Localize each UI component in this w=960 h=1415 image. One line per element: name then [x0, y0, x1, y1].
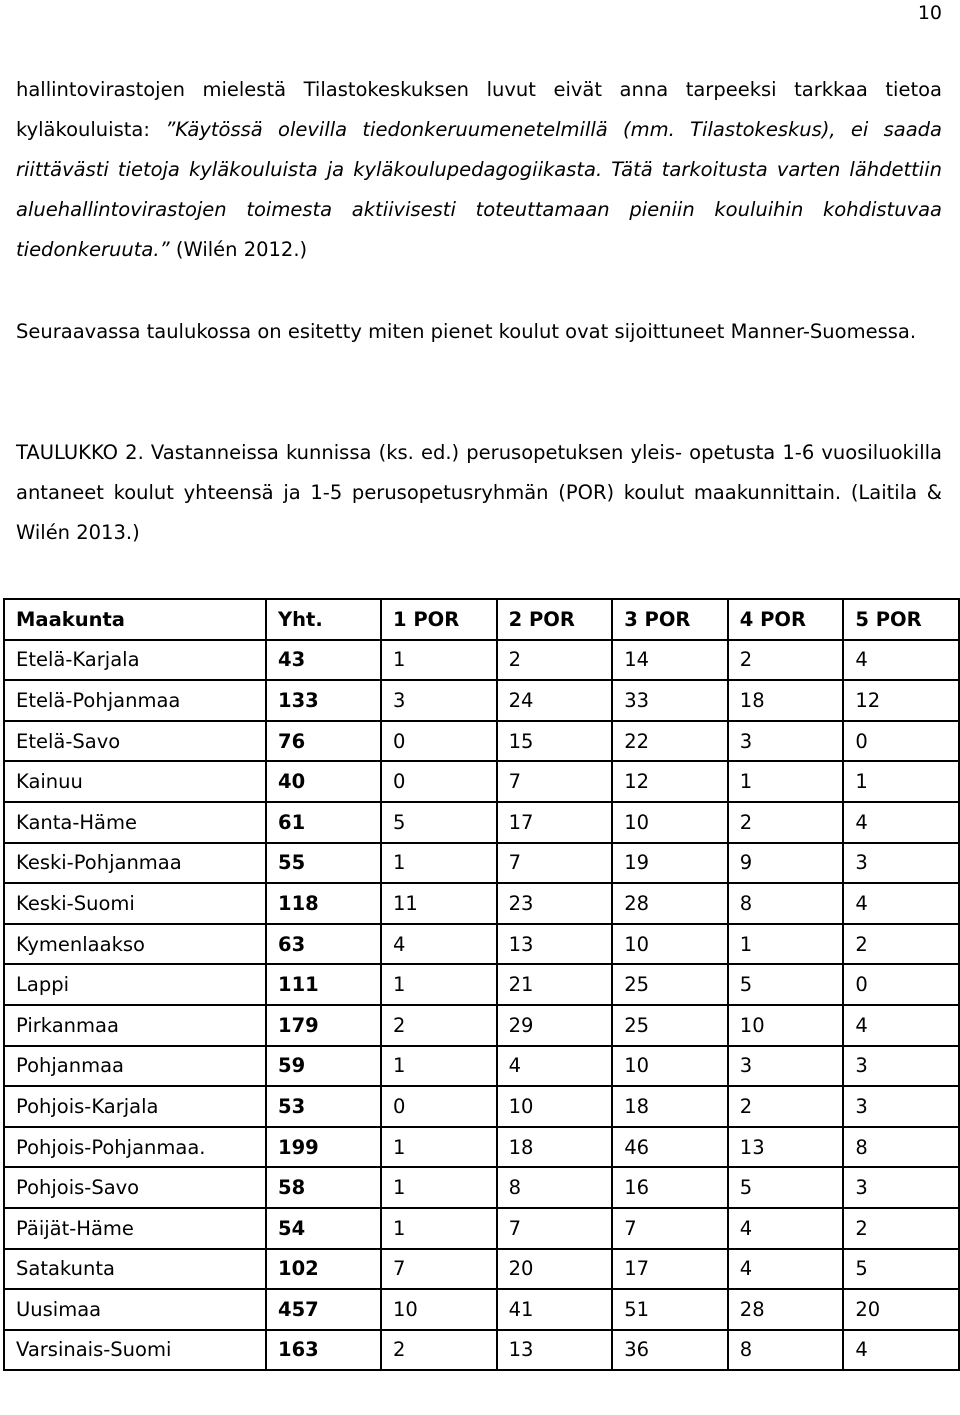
table-row: [4, 1046, 959, 1087]
table-header-row: [4, 599, 959, 640]
cell-total: 199: [266, 1127, 381, 1168]
cell-4-por: 2: [728, 640, 844, 681]
cell-2-por: 18: [497, 1127, 613, 1168]
cell-4-por: 5: [728, 1167, 844, 1208]
cell-3-por: 19: [612, 843, 728, 884]
cell-2-por: 13: [497, 1330, 613, 1371]
cell-region: Kanta-Häme: [4, 802, 266, 843]
header-2-por: 2 POR: [497, 599, 613, 640]
cell-4-por: 4: [728, 1249, 844, 1290]
cell-region: Etelä-Pohjanmaa: [4, 680, 266, 721]
cell-1-por: 1: [381, 1167, 497, 1208]
cell-total: 63: [266, 924, 381, 965]
cell-5-por: 4: [843, 1330, 959, 1371]
cell-2-por: 15: [497, 721, 613, 762]
cell-1-por: 1: [381, 843, 497, 884]
cell-4-por: 13: [728, 1127, 844, 1168]
cell-total: 40: [266, 761, 381, 802]
cell-total: 457: [266, 1289, 381, 1330]
cell-5-por: 3: [843, 1086, 959, 1127]
cell-5-por: 4: [843, 883, 959, 924]
table-row: [4, 802, 959, 843]
cell-5-por: 3: [843, 843, 959, 884]
header-5-por: 5 POR: [843, 599, 959, 640]
header-region: Maakunta: [4, 599, 266, 640]
cell-4-por: 1: [728, 924, 844, 965]
cell-3-por: 33: [612, 680, 728, 721]
cell-2-por: 17: [497, 802, 613, 843]
cell-5-por: 0: [843, 721, 959, 762]
cell-2-por: 13: [497, 924, 613, 965]
cell-region: Uusimaa: [4, 1289, 266, 1330]
cell-3-por: 25: [612, 1005, 728, 1046]
cell-5-por: 0: [843, 964, 959, 1005]
table-row: [4, 1249, 959, 1290]
table-row: [4, 640, 959, 681]
cell-region: Etelä-Savo: [4, 721, 266, 762]
intro-paragraph: [16, 70, 942, 270]
cell-region: Kainuu: [4, 761, 266, 802]
cell-1-por: 4: [381, 924, 497, 965]
cell-total: 54: [266, 1208, 381, 1249]
cell-1-por: 1: [381, 640, 497, 681]
table-body: [4, 640, 959, 1371]
cell-1-por: 10: [381, 1289, 497, 1330]
cell-2-por: 7: [497, 761, 613, 802]
cell-region: Lappi: [4, 964, 266, 1005]
cell-3-por: 25: [612, 964, 728, 1005]
cell-3-por: 17: [612, 1249, 728, 1290]
cell-total: 43: [266, 640, 381, 681]
cell-total: 53: [266, 1086, 381, 1127]
table-row: [4, 1127, 959, 1168]
cell-total: 58: [266, 1167, 381, 1208]
cell-2-por: 41: [497, 1289, 613, 1330]
cell-3-por: 16: [612, 1167, 728, 1208]
cell-total: 111: [266, 964, 381, 1005]
cell-2-por: 23: [497, 883, 613, 924]
cell-4-por: 28: [728, 1289, 844, 1330]
cell-2-por: 10: [497, 1086, 613, 1127]
cell-5-por: 2: [843, 924, 959, 965]
table-row: [4, 843, 959, 884]
table-row: [4, 1330, 959, 1371]
page-number: 10: [917, 2, 942, 24]
cell-total: 59: [266, 1046, 381, 1087]
cell-4-por: 3: [728, 1046, 844, 1087]
cell-5-por: 1: [843, 761, 959, 802]
cell-2-por: 7: [497, 1208, 613, 1249]
cell-1-por: 5: [381, 802, 497, 843]
cell-1-por: 3: [381, 680, 497, 721]
cell-1-por: 1: [381, 1127, 497, 1168]
table-row: [4, 1208, 959, 1249]
cell-2-por: 24: [497, 680, 613, 721]
header-3-por: 3 POR: [612, 599, 728, 640]
cell-4-por: 10: [728, 1005, 844, 1046]
cell-region: Pohjois-Karjala: [4, 1086, 266, 1127]
cell-4-por: 3: [728, 721, 844, 762]
table-row: [4, 924, 959, 965]
intro-quote: ”Käytössä olevilla tiedonkeruumenetelmillä (mm. Tilastokeskus), ei saada riittävästi tietoja kyläkouluista ja kyläkoulupedagogiikasta. Tätä tarkoitusta varten lähdettiin aluehallintovirastojen toimesta aktiivisesti toteuttamaan pieniin kouluihin kohdistuvaa tiedonkeruuta.”: [16, 118, 943, 261]
cell-4-por: 18: [728, 680, 844, 721]
cell-total: 61: [266, 802, 381, 843]
cell-region: Satakunta: [4, 1249, 266, 1290]
cell-3-por: 10: [612, 802, 728, 843]
cell-3-por: 22: [612, 721, 728, 762]
table-row: [4, 680, 959, 721]
cell-1-por: 2: [381, 1330, 497, 1371]
cell-total: 102: [266, 1249, 381, 1290]
cell-total: 133: [266, 680, 381, 721]
cell-5-por: 20: [843, 1289, 959, 1330]
cell-total: 76: [266, 721, 381, 762]
cell-region: Varsinais-Suomi: [4, 1330, 266, 1371]
cell-4-por: 1: [728, 761, 844, 802]
cell-5-por: 8: [843, 1127, 959, 1168]
cell-4-por: 5: [728, 964, 844, 1005]
cell-2-por: 20: [497, 1249, 613, 1290]
cell-5-por: 4: [843, 802, 959, 843]
table-caption: TAULUKKO 2. Vastanneissa kunnissa (ks. ed.) perusopetuksen yleis- opetusta 1-6 vuosiluokilla antaneet koulut yhteensä ja 1-5 perusopetusryhmän (POR) koulut maakunnittain. (Laitila & Wilén 2013.): [16, 441, 942, 544]
cell-1-por: 0: [381, 761, 497, 802]
cell-3-por: 10: [612, 924, 728, 965]
cell-1-por: 1: [381, 1208, 497, 1249]
cell-2-por: 4: [497, 1046, 613, 1087]
cell-total: 55: [266, 843, 381, 884]
cell-4-por: 8: [728, 1330, 844, 1371]
cell-5-por: 4: [843, 640, 959, 681]
header-1-por: 1 POR: [381, 599, 497, 640]
cell-2-por: 2: [497, 640, 613, 681]
table-row: [4, 964, 959, 1005]
cell-total: 118: [266, 883, 381, 924]
intro-citation: (Wilén 2012.): [169, 238, 308, 261]
cell-3-por: 36: [612, 1330, 728, 1371]
table-row: [4, 1289, 959, 1330]
table-row: [4, 1167, 959, 1208]
cell-3-por: 7: [612, 1208, 728, 1249]
cell-region: Pohjois-Savo: [4, 1167, 266, 1208]
cell-5-por: 3: [843, 1046, 959, 1087]
cell-1-por: 2: [381, 1005, 497, 1046]
table-row: [4, 761, 959, 802]
cell-5-por: 5: [843, 1249, 959, 1290]
cell-3-por: 14: [612, 640, 728, 681]
cell-2-por: 29: [497, 1005, 613, 1046]
table-row: [4, 1086, 959, 1127]
cell-4-por: 2: [728, 1086, 844, 1127]
cell-region: Pohjois-Pohjanmaa.: [4, 1127, 266, 1168]
table-row: [4, 1005, 959, 1046]
cell-3-por: 46: [612, 1127, 728, 1168]
lead-paragraph: Seuraavassa taulukossa on esitetty miten pienet koulut ovat sijoittuneet Manner-Suomessa.: [16, 320, 917, 343]
cell-region: Keski-Pohjanmaa: [4, 843, 266, 884]
cell-region: Kymenlaakso: [4, 924, 266, 965]
cell-region: Etelä-Karjala: [4, 640, 266, 681]
schools-by-region-table: [3, 598, 960, 1371]
cell-3-por: 28: [612, 883, 728, 924]
cell-3-por: 51: [612, 1289, 728, 1330]
cell-2-por: 7: [497, 843, 613, 884]
cell-1-por: 0: [381, 721, 497, 762]
cell-region: Keski-Suomi: [4, 883, 266, 924]
cell-4-por: 4: [728, 1208, 844, 1249]
cell-3-por: 10: [612, 1046, 728, 1087]
cell-1-por: 1: [381, 1046, 497, 1087]
cell-1-por: 7: [381, 1249, 497, 1290]
intro-text: hallintovirastojen mielestä Tilastokeskuksen luvut eivät anna tarpeeksi tarkkaa tietoa kyläkouluista:: [16, 78, 942, 141]
cell-region: Pohjanmaa: [4, 1046, 266, 1087]
cell-1-por: 1: [381, 964, 497, 1005]
cell-region: Päijät-Häme: [4, 1208, 266, 1249]
cell-3-por: 18: [612, 1086, 728, 1127]
cell-region: Pirkanmaa: [4, 1005, 266, 1046]
cell-2-por: 8: [497, 1167, 613, 1208]
cell-1-por: 11: [381, 883, 497, 924]
cell-2-por: 21: [497, 964, 613, 1005]
cell-3-por: 12: [612, 761, 728, 802]
cell-total: 179: [266, 1005, 381, 1046]
cell-4-por: 9: [728, 843, 844, 884]
cell-total: 163: [266, 1330, 381, 1371]
table-row: [4, 721, 959, 762]
header-4-por: 4 POR: [728, 599, 844, 640]
cell-1-por: 0: [381, 1086, 497, 1127]
cell-5-por: 2: [843, 1208, 959, 1249]
table-row: [4, 883, 959, 924]
cell-4-por: 2: [728, 802, 844, 843]
cell-5-por: 3: [843, 1167, 959, 1208]
cell-4-por: 8: [728, 883, 844, 924]
cell-5-por: 4: [843, 1005, 959, 1046]
header-total: Yht.: [266, 599, 381, 640]
cell-5-por: 12: [843, 680, 959, 721]
